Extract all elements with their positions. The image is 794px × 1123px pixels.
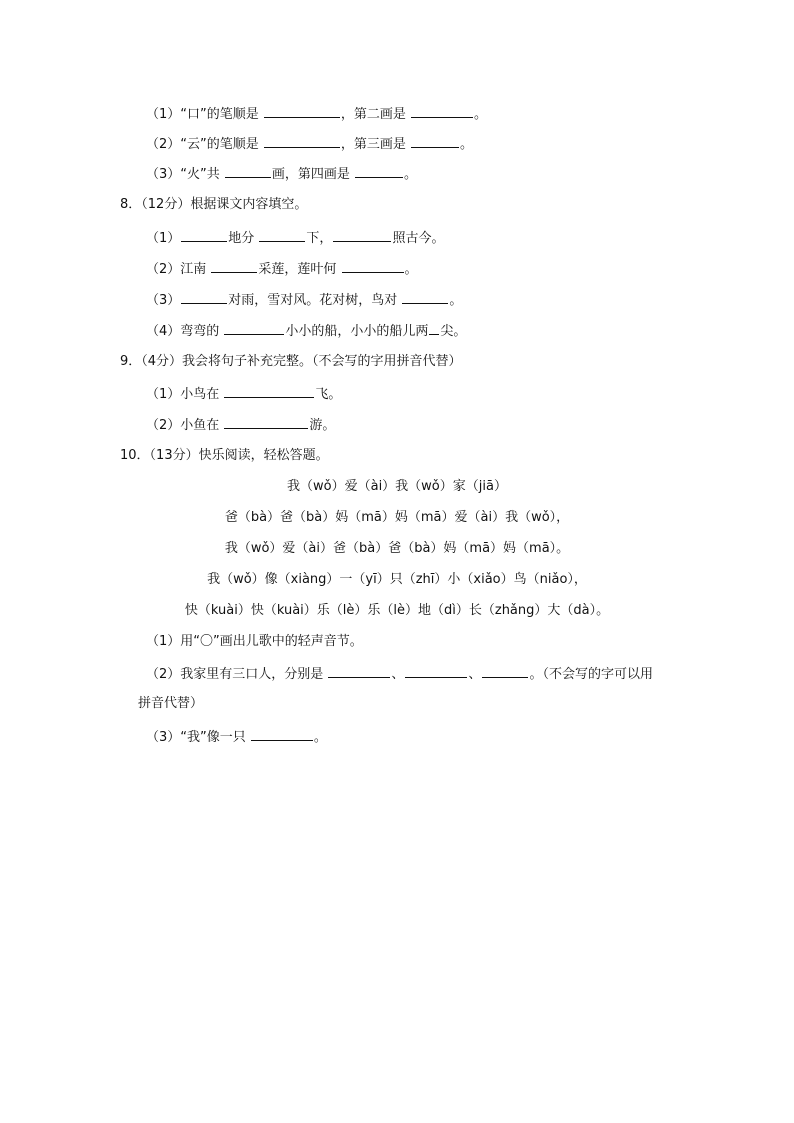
q7-sub1 bbox=[146, 104, 487, 124]
q7-sub1-prompt: （1）“口”的笔顺是 bbox=[146, 107, 263, 122]
answer-blank[interactable] bbox=[181, 228, 227, 242]
answer-blank[interactable] bbox=[181, 290, 227, 304]
answer-blank[interactable] bbox=[342, 259, 404, 273]
q9-sub2-end: 游。 bbox=[309, 418, 336, 433]
q7-sub2-end: 。 bbox=[460, 137, 474, 152]
poem-line: 快（kuài）快（kuài）乐（lè）乐（lè）地（dì）长（zhǎng）大（dà）。 bbox=[184, 603, 610, 618]
poem-line: 我（wǒ）爱（ài）我（wǒ）家（jiā） bbox=[287, 479, 507, 494]
q8-sub1-label: （1） bbox=[146, 231, 181, 246]
answer-blank[interactable] bbox=[259, 228, 305, 242]
q10-sub2-label: （2）我家里有三口人，分别是 bbox=[146, 667, 328, 682]
q8-title: 8．（12分）根据课文内容填空。 bbox=[120, 197, 308, 212]
q9-sub1-label: （1）小鸟在 bbox=[146, 387, 224, 402]
q7-sub1-mid: ，第二画是 bbox=[340, 107, 411, 122]
q10-sub2 bbox=[146, 664, 653, 684]
q7-sub3-end: 。 bbox=[404, 167, 418, 182]
q10-sub2-end: 。（不会写的字可以用 bbox=[529, 667, 653, 682]
q8-sub1-end: 照古今。 bbox=[392, 231, 445, 246]
answer-blank[interactable] bbox=[264, 104, 340, 118]
q7-sub3-mid: 画，第四画是 bbox=[271, 167, 355, 182]
q8-sub3 bbox=[146, 290, 462, 310]
q8-sub2-label: （2）江南 bbox=[146, 262, 211, 277]
q9-sub1 bbox=[146, 384, 341, 404]
answer-blank[interactable] bbox=[429, 321, 439, 335]
answer-blank[interactable] bbox=[224, 384, 314, 398]
answer-blank[interactable] bbox=[411, 104, 473, 118]
answer-blank[interactable] bbox=[411, 134, 459, 148]
q8-sub1-text: 地分 bbox=[228, 231, 259, 246]
q10-sub3-end: 。 bbox=[313, 730, 327, 745]
q8-sub4-label: （4）弯弯的 bbox=[146, 324, 224, 339]
q9-sub2-label: （2）小鱼在 bbox=[146, 418, 224, 433]
q9-title: 9．（4分）我会将句子补充完整。（不会写的字用拼音代替） bbox=[120, 354, 462, 369]
q8-sub4-text: 小小的船，小小的船儿两 bbox=[285, 324, 429, 339]
q8-sub2-text: 采莲，莲叶何 bbox=[258, 262, 341, 277]
q7-sub2-mid: ，第三画是 bbox=[340, 137, 411, 152]
q10-sub1: （1）用“〇”画出儿歌中的轻声音节。 bbox=[146, 634, 363, 649]
poem-line: 我（wǒ）像（xiàng）一（yī）只（zhī）小（xiǎo）鸟（niǎo）， bbox=[207, 572, 587, 587]
separator: 、 bbox=[391, 667, 405, 682]
q10-sub2-continuation: 拼音代替） bbox=[138, 696, 204, 711]
q8-sub4 bbox=[146, 321, 466, 341]
answer-blank[interactable] bbox=[482, 664, 528, 678]
q10-title: 10．（13分）快乐阅读，轻松答题。 bbox=[120, 448, 329, 463]
q7-sub2-prompt: （2）“云”的笔顺是 bbox=[146, 137, 263, 152]
q7-sub2 bbox=[146, 134, 473, 154]
answer-blank[interactable] bbox=[211, 259, 257, 273]
answer-blank[interactable] bbox=[328, 664, 390, 678]
answer-blank[interactable] bbox=[333, 228, 391, 242]
answer-blank[interactable] bbox=[251, 727, 313, 741]
q9-sub1-end: 飞。 bbox=[315, 387, 342, 402]
answer-blank[interactable] bbox=[224, 321, 284, 335]
answer-blank[interactable] bbox=[402, 290, 448, 304]
poem-line: 爸（bà）爸（bà）妈（mā）妈（mā）爱（ài）我（wǒ）， bbox=[224, 510, 570, 525]
q9-sub2 bbox=[146, 415, 335, 435]
q10-sub3 bbox=[146, 727, 327, 747]
answer-blank[interactable] bbox=[224, 415, 308, 429]
q7-sub3-prompt: （3）“火”共 bbox=[146, 167, 224, 182]
q8-sub1-text2: 下， bbox=[306, 231, 333, 246]
q8-sub3-label: （3） bbox=[146, 293, 181, 308]
q8-sub2 bbox=[146, 259, 418, 279]
answer-blank[interactable] bbox=[355, 164, 403, 178]
q8-sub2-end: 。 bbox=[404, 262, 418, 277]
q7-sub3 bbox=[146, 164, 417, 184]
q8-sub3-text: 对雨，雪对风。花对树，鸟对 bbox=[228, 293, 402, 308]
q10-sub3-label: （3）“我”像一只 bbox=[146, 730, 250, 745]
answer-blank[interactable] bbox=[405, 664, 467, 678]
q8-sub4-end: 尖。 bbox=[440, 324, 467, 339]
answer-blank[interactable] bbox=[225, 164, 271, 178]
q8-sub1 bbox=[146, 228, 444, 248]
poem-line: 我（wǒ）爱（ài）爸（bà）爸（bà）妈（mā）妈（mā）。 bbox=[224, 541, 570, 556]
q7-sub1-end: 。 bbox=[474, 107, 488, 122]
answer-blank[interactable] bbox=[264, 134, 340, 148]
separator: 、 bbox=[468, 667, 482, 682]
q8-sub3-end: 。 bbox=[449, 293, 463, 308]
